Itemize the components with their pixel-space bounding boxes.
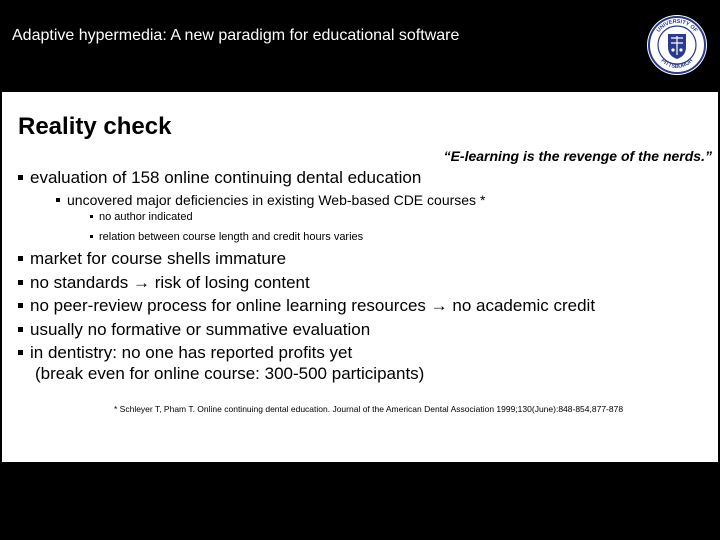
bullet-text: no peer-review process for online learning resources → no academic credit (30, 296, 596, 315)
header-title: Adaptive hypermedia: A new paradigm for educational software (12, 27, 460, 44)
bullet-item (18, 296, 595, 316)
bullet-item (18, 343, 352, 363)
bullet-marker (18, 327, 23, 332)
bullet-continuation: (break even for online course: 300-500 participants) (35, 364, 425, 383)
sub-sub-bullet-item (90, 231, 363, 243)
bullet-item (18, 168, 421, 188)
sub-bullet-item (56, 192, 485, 208)
bullet-text: no standards → risk of losing content (30, 273, 310, 292)
slide-title: Reality check (18, 113, 172, 140)
bullet-marker (90, 215, 93, 218)
bullet-marker (18, 280, 23, 285)
bullet-marker (18, 303, 23, 308)
bullet-text: relation between course length and credit hours varies (99, 231, 364, 243)
bullet-marker (56, 198, 60, 202)
bullet-text: uncovered major deficiencies in existing Web-based CDE courses * (67, 192, 486, 208)
footnote: * Schleyer T, Pham T. Online continuing dental education. Journal of the American Dental Association 1999;130(June):848-854,877-878 (114, 404, 624, 414)
bullet-marker (90, 235, 93, 238)
slide-content (2, 92, 718, 462)
bullet-text: no author indicated (99, 211, 193, 223)
university-seal-icon (646, 14, 708, 76)
bullet-item (18, 320, 370, 340)
bullet-text: usually no formative or summative evaluation (30, 320, 371, 339)
bullet-text: in dentistry: no one has reported profits yet (30, 343, 353, 362)
svg-text:UNIVERSITY OF: UNIVERSITY OF (655, 18, 699, 34)
sub-sub-bullet-item (90, 211, 193, 223)
bullet-marker (18, 175, 23, 180)
slide-quote: “E-learning is the revenge of the nerds.” (443, 148, 712, 164)
bullet-item (18, 273, 310, 293)
slide-header (0, 0, 720, 90)
bullet-text: market for course shells immature (30, 249, 287, 268)
bullet-marker (18, 256, 23, 261)
bullet-marker (18, 350, 23, 355)
bullet-item (18, 249, 286, 269)
svg-text:PITTSBURGH: PITTSBURGH (659, 57, 695, 71)
bullet-text: evaluation of 158 online continuing dental education (30, 168, 422, 187)
